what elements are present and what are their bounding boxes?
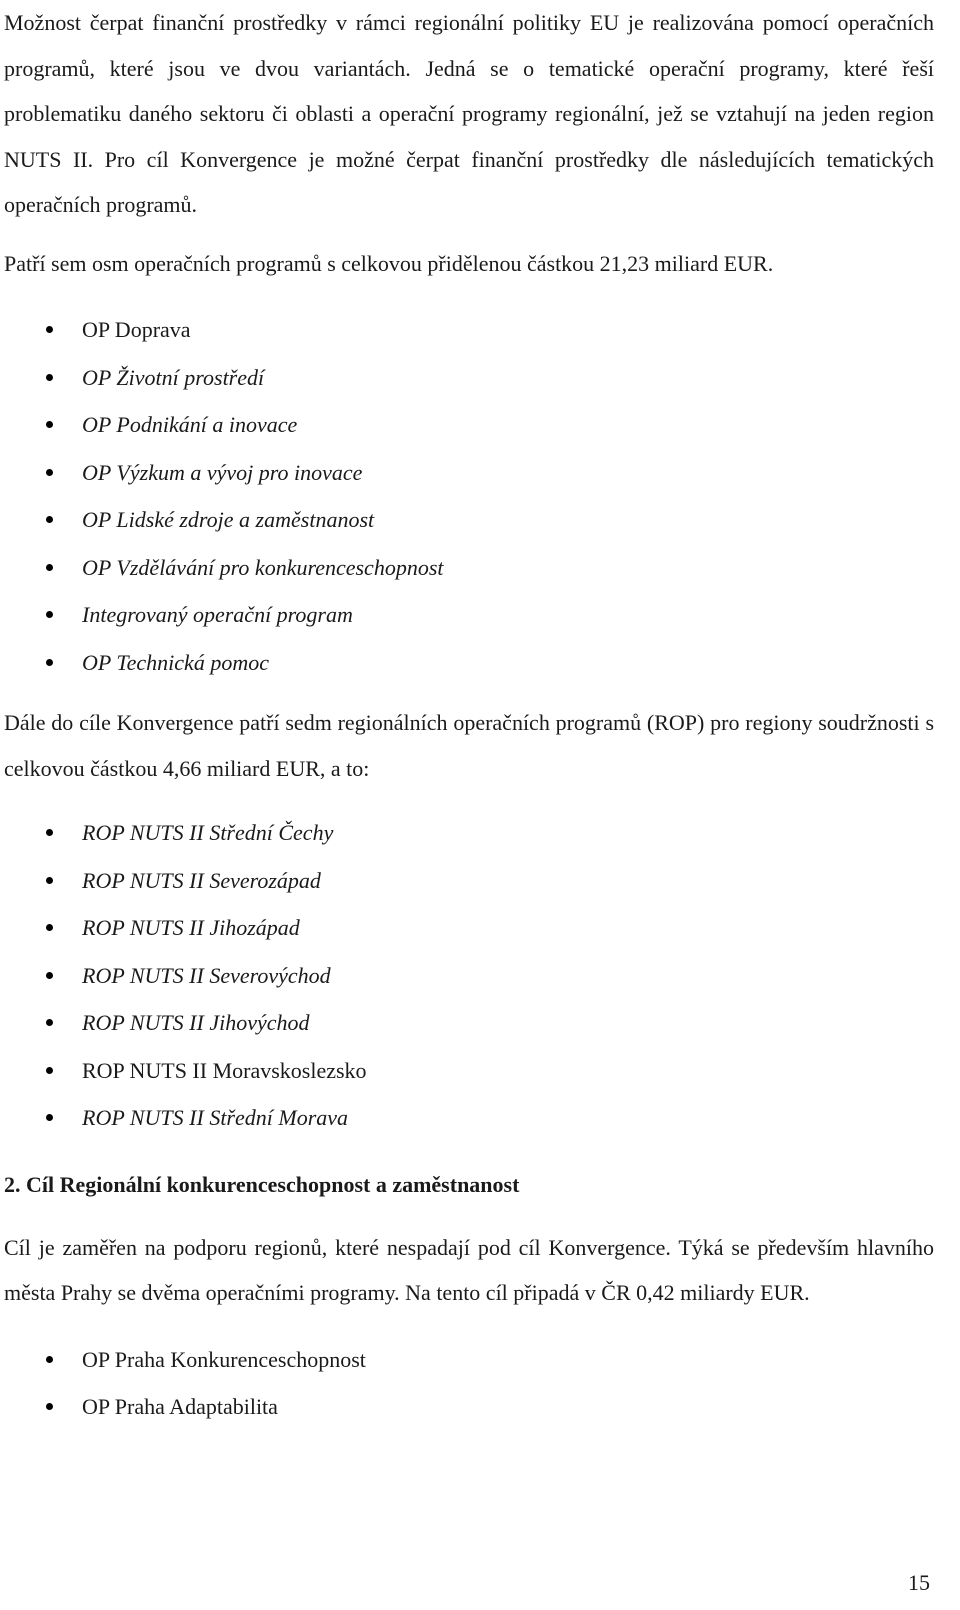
section-paragraph: Cíl je zaměřen na podporu regionů, které nespadají pod cíl Konvergence. Týká se především hlavního města Prahy se dvěma operačními programy. Na tento cíl připadá v ČR 0,42 miliardy EUR.	[4, 1234, 934, 1305]
list-item	[4, 401, 934, 449]
thematic-intro: Patří sem osm operačních programů s celkovou přidělenou částkou 21,23 miliard EUR.	[4, 250, 774, 276]
list-item-label: ROP NUTS II Střední Čechy	[82, 820, 334, 845]
list-item	[4, 1094, 934, 1142]
list-item	[4, 809, 934, 857]
list-item-label: OP Výzkum a vývoj pro inovace	[82, 459, 363, 485]
list-item-label: OP Doprava	[82, 317, 191, 342]
bullet-icon	[46, 659, 53, 666]
bullet-icon	[46, 611, 53, 618]
list-item-label: OP Životní prostředí	[82, 364, 265, 390]
bullet-icon	[46, 1356, 53, 1363]
bullet-icon	[46, 516, 53, 523]
list-item	[4, 952, 934, 1000]
list-item	[4, 904, 934, 952]
list-item-label: ROP NUTS II Severozápad	[82, 867, 321, 893]
bullet-icon	[46, 374, 53, 381]
list-item	[4, 999, 934, 1047]
bullet-icon	[46, 1403, 53, 1410]
list-item	[4, 449, 934, 497]
list-item	[4, 857, 934, 905]
list-item-label: ROP NUTS II Severovýchod	[82, 962, 331, 988]
list-item	[4, 1047, 934, 1095]
document-page	[4, 0, 934, 1431]
list-item-label: Integrovaný operační program	[82, 602, 353, 627]
thematic-program-list	[4, 306, 934, 686]
list-item-label: ROP NUTS II Jihovýchod	[82, 1010, 310, 1035]
bullet-icon	[46, 469, 53, 476]
list-item	[4, 306, 934, 354]
list-item-label: ROP NUTS II Střední Morava	[82, 1105, 349, 1130]
bullet-icon	[46, 1114, 53, 1121]
intro-paragraph: Možnost čerpat finanční prostředky v rámci regionální politiky EU je realizována pomocí operačních programů, které jsou ve dvou variantách. Jedná se o tematické operační programy, které řeší problematiku daného sektoru či oblasti a operační programy regionální, jež se vztahují na jeden region NUTS II. Pro cíl Konvergence je možné čerpat finanční prostředky dle následujících tematických operačních programů.	[4, 10, 934, 217]
list-item	[4, 354, 934, 402]
section-heading: 2. Cíl Regionální konkurenceschopnost a zaměstnanost	[4, 1171, 520, 1197]
list-item-label: OP Praha Konkurenceschopnost	[82, 1346, 366, 1372]
list-item	[4, 1383, 934, 1431]
bullet-icon	[46, 924, 53, 931]
bullet-icon	[46, 421, 53, 428]
bullet-icon	[46, 1067, 53, 1074]
rop-intro: Dále do cíle Konvergence patří sedm regionálních operačních programů (ROP) pro regiony soudržnosti s celkovou částkou 4,66 miliard EUR, a to:	[4, 710, 934, 781]
list-item	[4, 544, 934, 592]
list-item	[4, 639, 934, 687]
list-item	[4, 591, 934, 639]
list-item-label: ROP NUTS II Moravskoslezsko	[82, 1057, 367, 1083]
bullet-icon	[46, 564, 53, 571]
bullet-icon	[46, 972, 53, 979]
bullet-icon	[46, 877, 53, 884]
bullet-icon	[46, 829, 53, 836]
list-item-label: OP Lidské zdroje a zaměstnanost	[82, 507, 375, 532]
list-item	[4, 496, 934, 544]
list-item-label: OP Praha Adaptabilita	[82, 1394, 278, 1419]
list-item-label: OP Vzdělávání pro konkurenceschopnost	[82, 554, 444, 580]
prague-program-list	[4, 1336, 934, 1431]
page-number: 15	[908, 1570, 930, 1595]
list-item	[4, 1336, 934, 1384]
list-item-label: OP Podnikání a inovace	[82, 412, 298, 437]
list-item-label: OP Technická pomoc	[82, 649, 269, 675]
bullet-icon	[46, 326, 53, 333]
bullet-icon	[46, 1019, 53, 1026]
list-item-label: ROP NUTS II Jihozápad	[82, 915, 300, 940]
rop-program-list	[4, 809, 934, 1142]
